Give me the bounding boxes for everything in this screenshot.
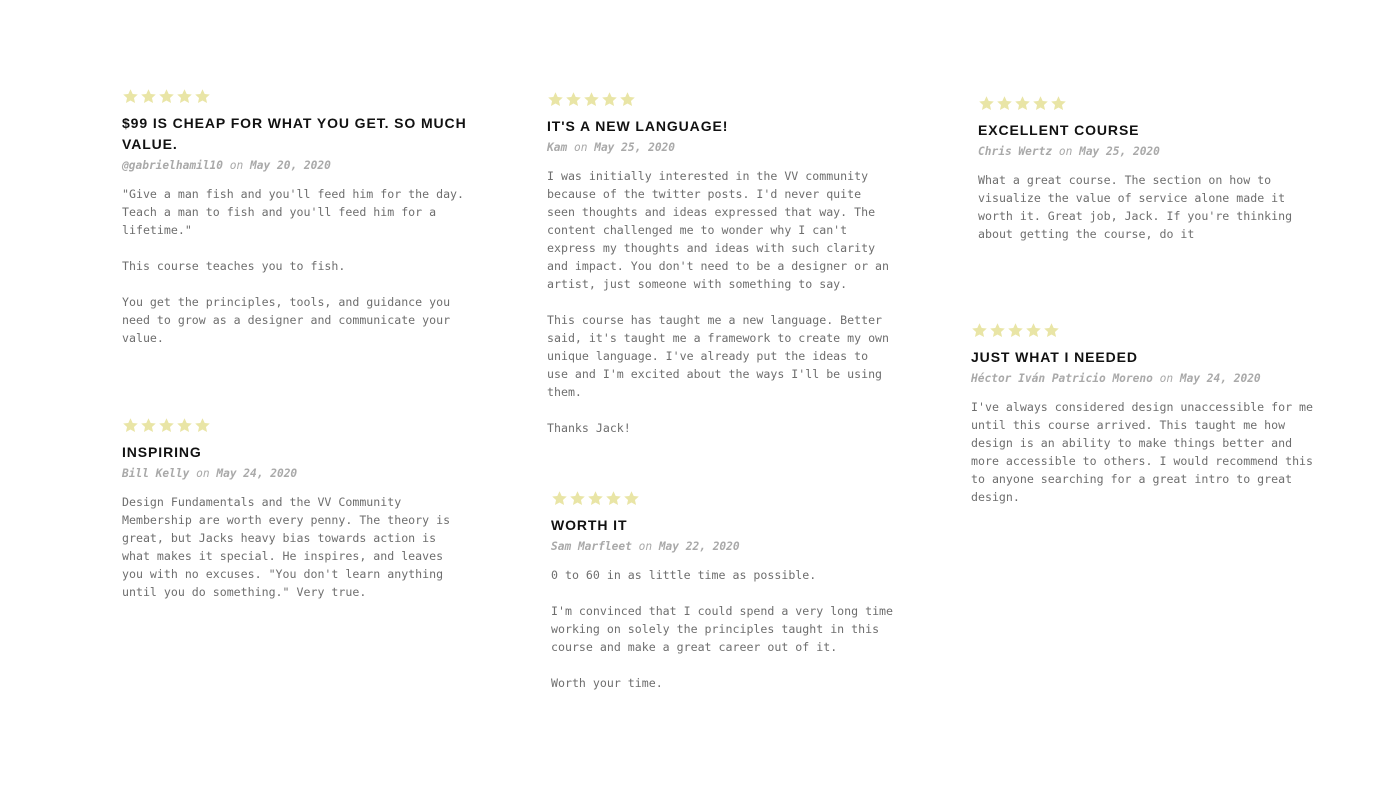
review-paragraph: I've always considered design unaccessible for me until this course arrived. This taught me how design is an ability to make things better and more accessible to others. I would recommend this to anyone searching for a great intro to great design. <box>971 400 1314 504</box>
review-body <box>551 566 901 692</box>
review-author: Sam Marfleet <box>551 540 632 553</box>
review-paragraph: Design Fundamentals and the VV Community Membership are worth every penny. The theory is great, but Jacks heavy bias towards action is what makes it special. He inspires, and leaves you with no excuses. "You don't learn anything until you do something." Very true. <box>122 495 451 599</box>
review-meta <box>971 370 1331 388</box>
star-icon <box>1032 95 1049 112</box>
review-meta <box>122 465 472 483</box>
star-icon <box>140 417 157 434</box>
star-rating <box>122 86 472 106</box>
review-title: IT'S A NEW LANGUAGE! <box>547 118 729 134</box>
review-card <box>551 488 901 692</box>
star-rating <box>978 93 1328 113</box>
review-body <box>547 167 897 437</box>
star-icon <box>623 490 640 507</box>
review-paragraph: I was initially interested in the VV community because of the twitter posts. I'd never quite seen thoughts and ideas expressed that way. The content challenged me to wonder why I can't express my thoughts and ideas with such clarity and impact. You don't need to be a designer or an artist, just someone with something to say. <box>547 169 890 291</box>
review-author: Chris Wertz <box>978 145 1053 158</box>
review-paragraph: "Give a man fish and you'll feed him for the day. Teach a man to fish and you'll feed him for a lifetime." <box>122 187 465 237</box>
star-icon <box>619 91 636 108</box>
star-icon <box>971 322 988 339</box>
review-meta <box>551 538 901 556</box>
star-icon <box>176 417 193 434</box>
review-body <box>122 493 472 601</box>
star-icon <box>1050 95 1067 112</box>
review-paragraph: 0 to 60 in as little time as possible. <box>551 568 817 582</box>
review-card <box>978 93 1328 243</box>
star-icon <box>996 95 1013 112</box>
star-icon <box>565 91 582 108</box>
review-card <box>547 89 897 437</box>
star-icon <box>176 88 193 105</box>
star-icon <box>551 490 568 507</box>
review-card <box>971 320 1331 506</box>
review-on: on <box>1159 372 1174 385</box>
star-icon <box>569 490 586 507</box>
review-card <box>122 86 472 347</box>
star-icon <box>605 490 622 507</box>
review-meta <box>122 157 472 175</box>
star-icon <box>158 417 175 434</box>
star-icon <box>194 417 211 434</box>
star-icon <box>122 88 139 105</box>
star-icon <box>601 91 618 108</box>
review-paragraph: You get the principles, tools, and guidance you need to grow as a designer and communicate your value. <box>122 295 451 345</box>
star-rating <box>122 415 472 435</box>
star-icon <box>140 88 157 105</box>
review-date: May 24, 2020 <box>1179 372 1261 385</box>
review-date: May 20, 2020 <box>250 159 331 172</box>
review-on: on <box>229 159 244 172</box>
review-author: Bill Kelly <box>122 467 190 480</box>
review-body <box>978 171 1328 243</box>
star-icon <box>583 91 600 108</box>
review-date: May 22, 2020 <box>658 540 740 553</box>
star-icon <box>989 322 1006 339</box>
star-rating <box>551 488 901 508</box>
review-card <box>122 415 472 601</box>
star-icon <box>1025 322 1042 339</box>
star-icon <box>194 88 211 105</box>
star-rating <box>971 320 1331 340</box>
star-icon <box>1007 322 1024 339</box>
star-icon <box>547 91 564 108</box>
star-icon <box>122 417 139 434</box>
star-icon <box>158 88 175 105</box>
review-date: May 25, 2020 <box>594 141 676 154</box>
star-icon <box>978 95 995 112</box>
review-meta <box>547 139 897 157</box>
review-on: on <box>638 540 653 553</box>
review-paragraph: I'm convinced that I could spend a very long time working on solely the principles taught in this course and make a great career out of it. <box>551 604 894 654</box>
review-on: on <box>1058 145 1073 158</box>
review-date: May 24, 2020 <box>216 467 298 480</box>
review-paragraph: Worth your time. <box>551 676 663 690</box>
review-author: Héctor Iván Patricio Moreno <box>971 372 1153 385</box>
star-icon <box>1014 95 1031 112</box>
review-paragraph: What a great course. The section on how to visualize the value of service alone made it worth it. Great job, Jack. If you're thinking about getting the course, do it <box>978 173 1293 241</box>
review-paragraph: Thanks Jack! <box>547 421 631 435</box>
review-paragraph: This course has taught me a new language. Better said, it's taught me a framework to create my own unique language. I've already put the ideas to use and I'm excited about the ways I'll be using them. <box>547 313 890 399</box>
review-on: on <box>573 141 588 154</box>
review-author: @gabrielhamil10 <box>122 159 224 172</box>
review-body <box>122 185 472 347</box>
review-title: WORTH IT <box>551 517 628 533</box>
review-title: JUST WHAT I NEEDED <box>971 349 1138 365</box>
review-title: EXCELLENT COURSE <box>978 122 1140 138</box>
review-body <box>971 398 1331 506</box>
star-icon <box>587 490 604 507</box>
star-rating <box>547 89 897 109</box>
review-on: on <box>196 467 210 480</box>
review-meta <box>978 143 1328 161</box>
review-date: May 25, 2020 <box>1079 145 1160 158</box>
review-title: $99 IS CHEAP FOR WHAT YOU GET. SO MUCH VALUE. <box>122 115 467 152</box>
review-title: INSPIRING <box>122 444 202 460</box>
review-paragraph: This course teaches you to fish. <box>122 259 346 273</box>
star-icon <box>1043 322 1060 339</box>
review-author: Kam <box>547 141 568 154</box>
